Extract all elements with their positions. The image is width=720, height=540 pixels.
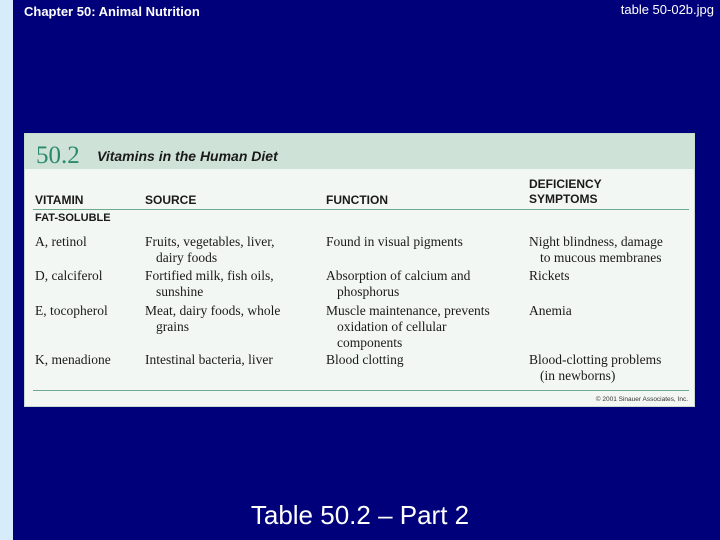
vitamin-deficiency: Rickets [529,268,570,283]
vitamin-function: Found in visual pigments [326,234,463,249]
deficiency-line: Night blindness, damage [529,234,663,249]
table-title: Vitamins in the Human Diet [97,148,278,164]
vitamin-source [145,268,274,300]
left-accent-strip [0,0,13,540]
vitamin-table [24,133,695,407]
vitamin-source [145,303,280,335]
vitamin-name: A, retinol [35,234,87,249]
vitamin-source: Intestinal bacteria, liver [145,352,273,367]
vitamin-deficiency: Anemia [529,303,572,318]
copyright-notice: © 2001 Sinauer Associates, Inc. [595,396,688,403]
chapter-title: Chapter 50: Animal Nutrition [24,4,200,19]
function-line: Muscle maintenance, prevents [326,303,490,318]
function-line: Absorption of calcium and [326,268,471,283]
file-name: table 50-02b.jpg [620,2,714,17]
function-line: phosphorus [337,284,400,299]
function-line: oxidation of cellular [337,319,447,334]
vitamin-name: D, calciferol [35,268,103,283]
column-header-function: FUNCTION [326,193,388,207]
column-header-deficiency-line-1: DEFICIENCY [529,177,602,191]
deficiency-line: to mucous membranes [540,250,662,265]
column-header-source: SOURCE [145,193,197,207]
vitamin-name: K, menadione [35,352,111,367]
column-header-vitamin: VITAMIN [35,193,84,207]
deficiency-line: Blood-clotting problems [529,352,662,367]
source-line: Meat, dairy foods, whole [145,303,281,318]
column-header-deficiency-line-2: SYMPTOMS [529,192,598,206]
vitamin-deficiency [529,234,663,266]
header-rule [33,209,689,210]
group-label: FAT-SOLUBLE [35,212,111,224]
table-number: 50.2 [36,142,80,169]
vitamin-function [326,303,490,351]
vitamin-function: Blood clotting [326,352,404,367]
slide-caption: Table 50.2 – Part 2 [250,500,470,530]
source-line: dairy foods [156,250,218,265]
column-header-deficiency [529,177,602,207]
source-line: Fruits, vegetables, liver, [145,234,275,249]
vitamin-source [145,234,275,266]
source-line: Fortified milk, fish oils, [145,268,274,283]
vitamin-name: E, tocopherol [35,303,108,318]
deficiency-line: (in newborns) [540,368,616,383]
vitamin-deficiency [529,352,661,384]
source-line: grains [156,319,189,334]
source-line: sunshine [156,284,204,299]
function-line: components [337,335,403,350]
footer-rule [33,390,689,391]
vitamin-function [326,268,470,300]
